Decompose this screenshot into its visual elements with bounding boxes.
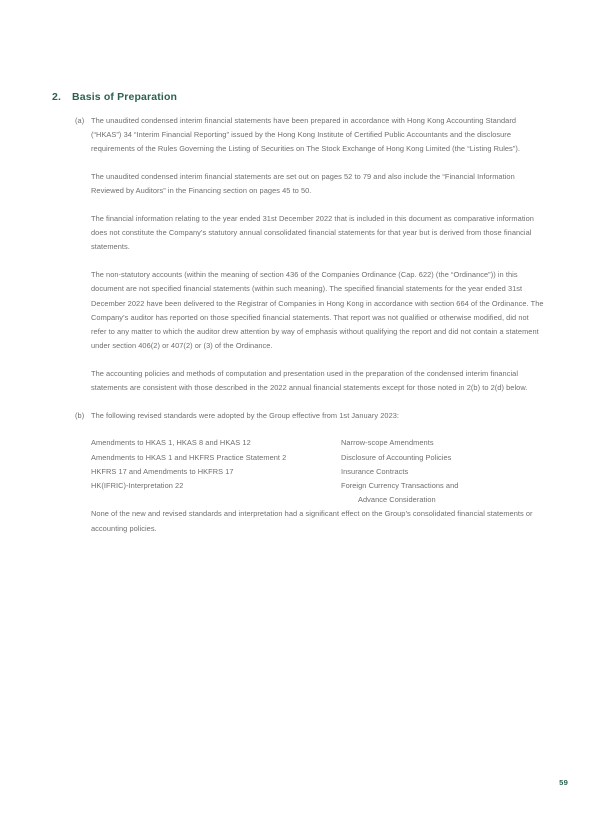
section-heading [52,91,177,103]
paragraph: The unaudited condensed interim financial statements are set out on pages 52 to 79 and also include the “Financial Information Reviewed by Auditors” in the Financing section on pages 45 to 50. [91,172,515,196]
paragraph: The unaudited condensed interim financial statements have been prepared in accordance with Hong Kong Accounting Standard (“HKAS”) 34 “Interim Financial Reporting” issued by the Hong Kong Institute of Certified Public Accountants and the disclosure requirements of the Rules Governing the Listing of Securities on The Stock Exchange of Hong Kong Limited (the “Listing Rules”). [91,116,520,154]
paragraph: The non-statutory accounts (within the meaning of section 436 of the Companies Ordinance (Cap. 622) (the “Ordinance”)) in this document are not specified financial statements (within such meaning). The specified financial statements for the year ended 31st December 2022 have been delivered to the Registrar of Companies in Hong Kong in accordance with section 664 of the Ordinance. The Company’s auditor has reported on those specified financial statements. That report was not qualified or otherwise modified, did not refer to any matter to which the auditor drew attention by way of emphasis without qualifying the report and did not contain a statement under section 406(2) or 407(2) or (3) of the Ordinance. [91,270,544,351]
clause-b-closing: None of the new and revised standards and interpretation had a significant effect on the Group’s consolidated financial statements or accounting policies. [91,509,533,533]
paragraph: The financial information relating to the year ended 31st December 2022 that is included in this document as comparative information does not constitute the Company’s statutory annual consolidated financial statements for that year but is derived from those financial statements. [91,214,534,252]
standards-column-right [341,436,545,507]
standards-column-left [91,436,341,507]
clause-b-marker: (b) [75,410,85,420]
clause-b [75,409,545,536]
page-title: Basis of Preparation [72,91,178,103]
standard-description: Foreign Currency Transactions and [341,481,459,491]
standard-description: Disclosure of Accounting Policies [341,452,452,462]
clause-a-marker: (a) [75,116,85,125]
page-number: 59 [559,778,568,787]
clause-b-body [91,409,545,536]
standard-description-continuation: Advance Consideration [358,495,436,505]
standard-name: Amendments to HKAS 1 and HKFRS Practice Statement 2 [91,452,287,462]
standard-name: HK(IFRIC)-Interpretation 22 [91,481,184,491]
standard-name: HKFRS 17 and Amendments to HKFRS 17 [91,466,234,476]
section-number: 2. [52,91,62,103]
paragraph: The accounting policies and methods of computation and presentation used in the preparation of the condensed interim financial statements are consistent with those described in the 2022 annual financial statements except for those noted in 2(b) to 2(d) below. [91,368,528,393]
standards-table [91,436,545,507]
standard-description: Narrow-scope Amendments [341,438,434,448]
standard-description: Insurance Contracts [341,466,409,476]
clause-a [75,114,545,395]
clause-b-intro: The following revised standards were adopted by the Group effective from 1st January 2023: [91,410,400,420]
clause-a-body [91,114,545,395]
standard-name: Amendments to HKAS 1, HKAS 8 and HKAS 12 [91,438,251,448]
body-content [75,114,545,536]
